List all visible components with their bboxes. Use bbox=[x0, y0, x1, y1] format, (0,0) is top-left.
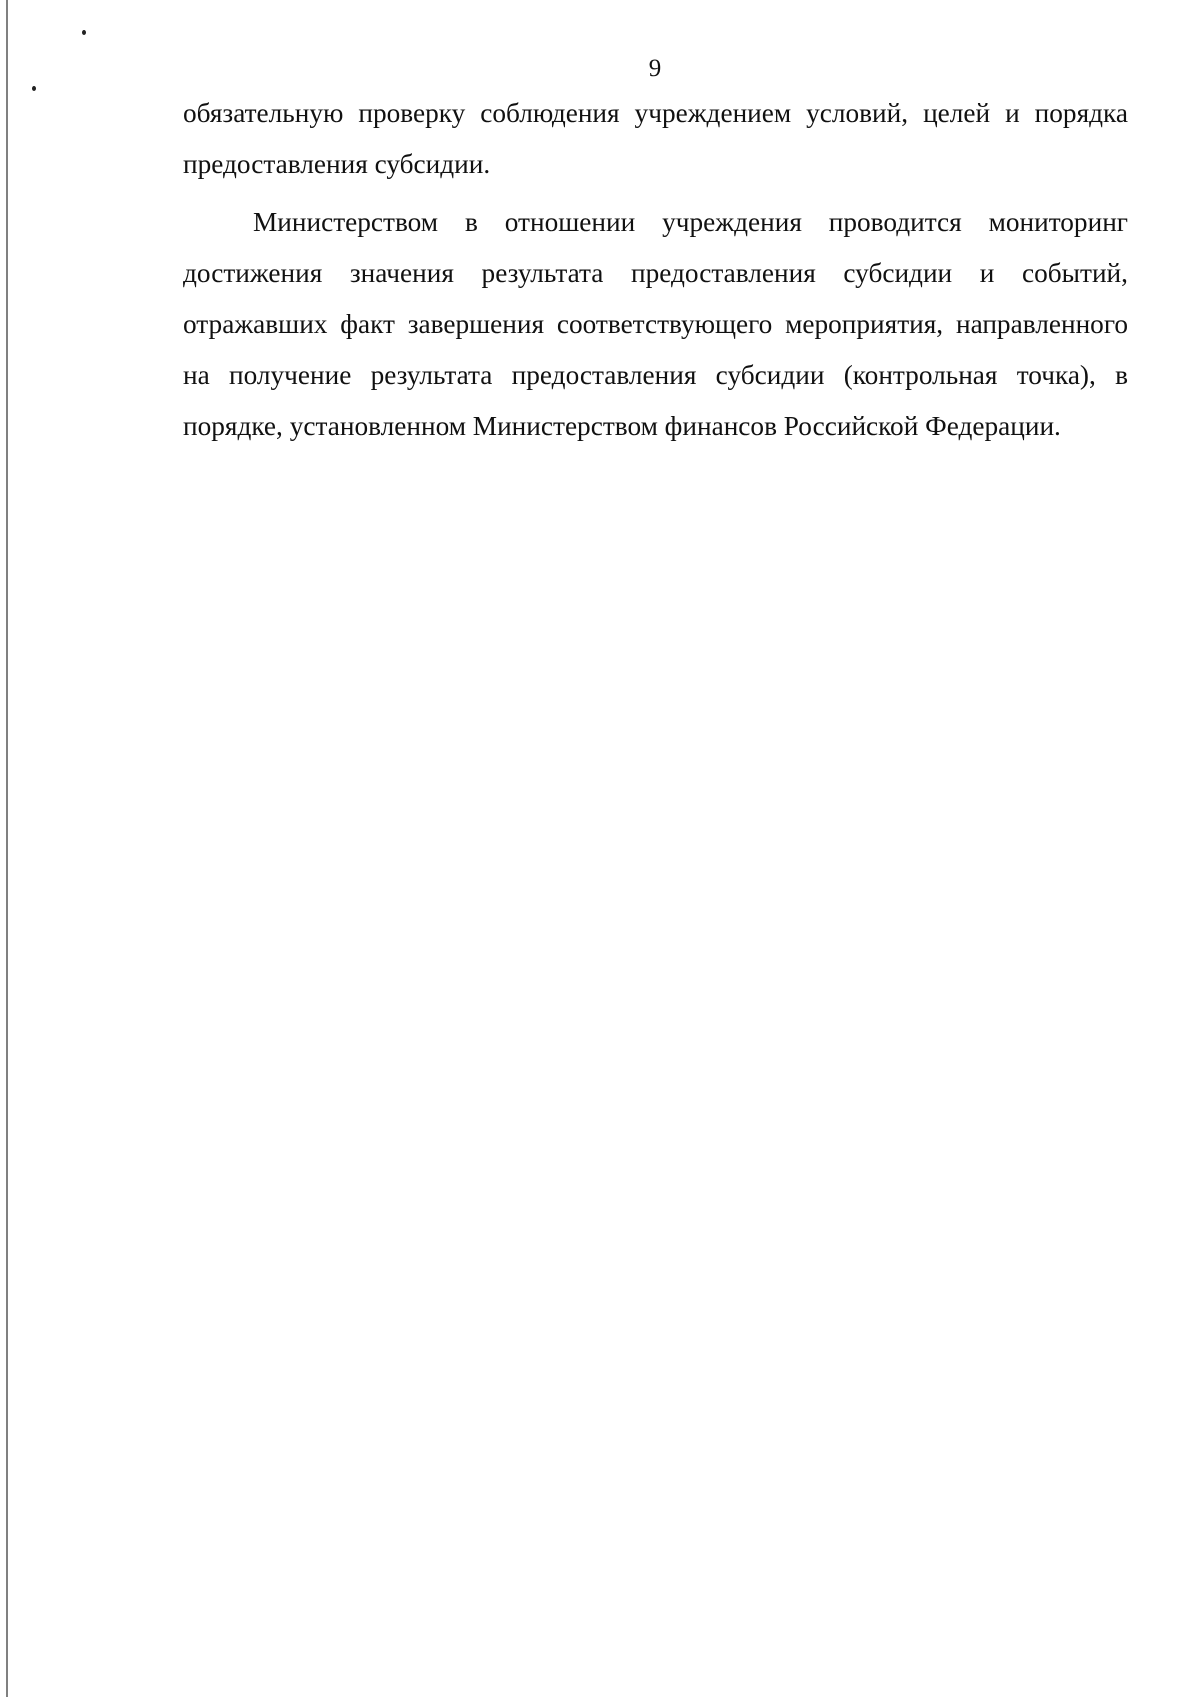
paragraph: Министерством в отношении учреждения проводится мониторинг достижения значения результата предоставления субсидии и событий, отражавших факт завершения соответствующего мероприятия, направленного на получение результата предоставления субсидии (контрольная точка), в порядке, установленном Министерством финансов Российской Федерации. bbox=[183, 207, 1128, 441]
page-number: 9 bbox=[648, 55, 662, 82]
scan-speck bbox=[82, 30, 86, 35]
scan-left-edge bbox=[6, 0, 8, 1697]
document-body bbox=[183, 88, 1128, 452]
paragraph: обязательную проверку соблюдения учреждением условий, целей и порядка предоставления субсидии. bbox=[183, 98, 1128, 179]
scan-speck bbox=[32, 86, 36, 91]
